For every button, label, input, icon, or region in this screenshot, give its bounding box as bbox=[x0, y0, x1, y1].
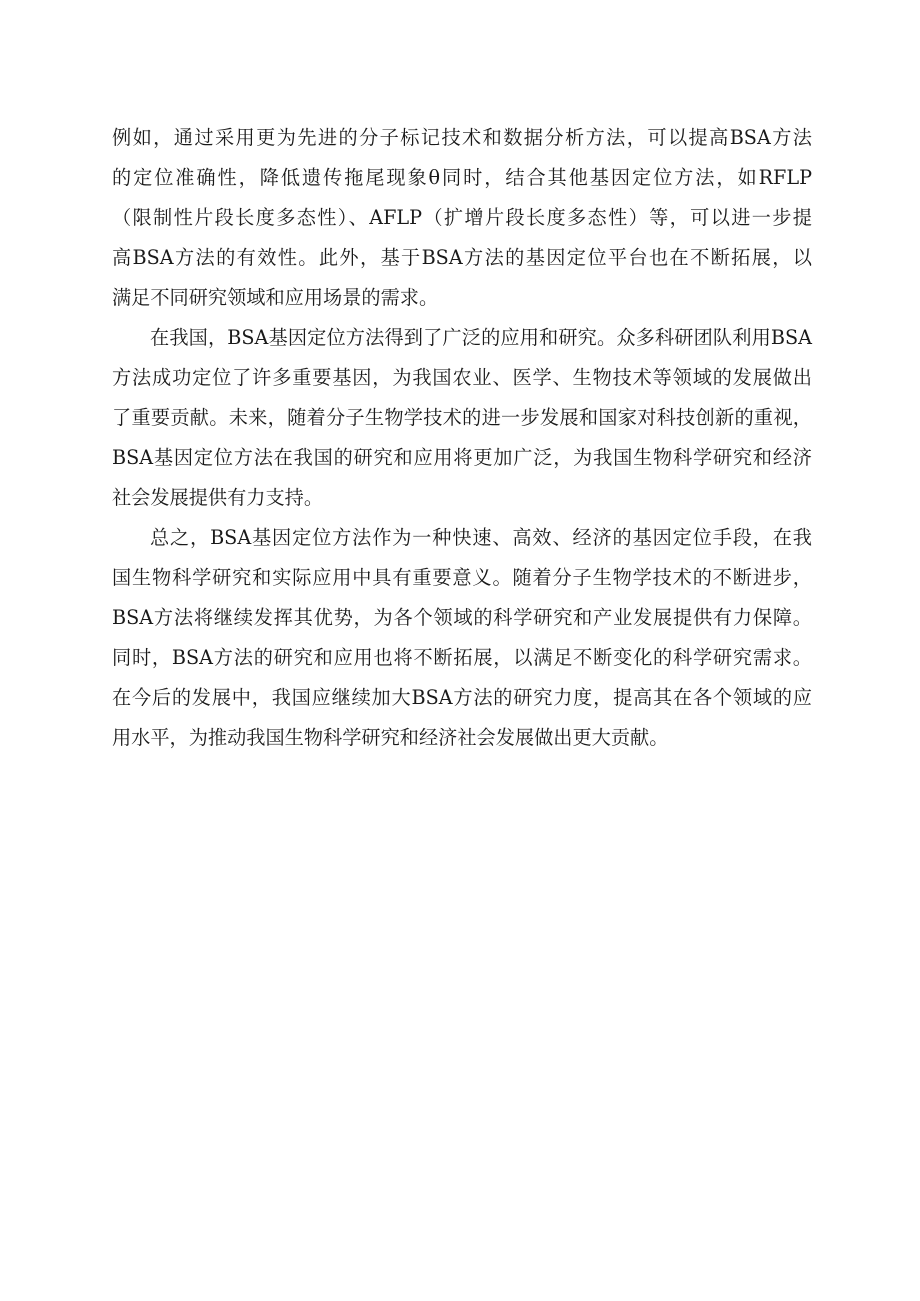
text-line: 在今后的发展中，我国应继续加大BSA方法的研究力度，提高其在各个领域的应 bbox=[112, 686, 812, 709]
text-line: （限制性片段长度多态性）、AFLP（扩增片段长度多态性）等，可以进一步提 bbox=[112, 206, 812, 229]
text-line: BSA方法将继续发挥其优势，为各个领域的科学研究和产业发展提供有力保障。 bbox=[112, 606, 812, 629]
text-line: 满足不同研究领域和应用场景的需求。 bbox=[112, 286, 439, 309]
paragraph-1 bbox=[112, 118, 812, 318]
text-line: 例如，通过采用更为先进的分子标记技术和数据分析方法，可以提高BSA方法 bbox=[112, 126, 812, 149]
text-line: 了重要贡献。未来，随着分子生物学技术的进一步发展和国家对科技创新的重视， bbox=[112, 406, 812, 429]
paragraph-2 bbox=[112, 318, 812, 518]
text-line: 社会发展提供有力支持。 bbox=[112, 486, 324, 509]
paragraph-3 bbox=[112, 518, 812, 758]
text-line: 总之，BSA基因定位方法作为一种快速、高效、经济的基因定位手段，在我 bbox=[150, 526, 812, 549]
text-line: 国生物科学研究和实际应用中具有重要意义。随着分子生物学技术的不断进步， bbox=[112, 566, 812, 589]
text-line: 在我国，BSA基因定位方法得到了广泛的应用和研究。众多科研团队利用BSA bbox=[150, 326, 812, 349]
text-line: 的定位准确性，降低遗传拖尾现象θ同时，结合其他基因定位方法，如RFLP bbox=[112, 166, 812, 189]
text-line: 用水平，为推动我国生物科学研究和经济社会发展做出更大贡献。 bbox=[112, 726, 669, 749]
text-line: 高BSA方法的有效性。此外，基于BSA方法的基因定位平台也在不断拓展，以 bbox=[112, 246, 812, 269]
text-line: 同时，BSA方法的研究和应用也将不断拓展，以满足不断变化的科学研究需求。 bbox=[112, 646, 812, 669]
text-line: BSA基因定位方法在我国的研究和应用将更加广泛，为我国生物科学研究和经济 bbox=[112, 446, 812, 469]
text-line: 方法成功定位了许多重要基因，为我国农业、医学、生物技术等领域的发展做出 bbox=[112, 366, 812, 389]
document-body bbox=[112, 118, 812, 758]
